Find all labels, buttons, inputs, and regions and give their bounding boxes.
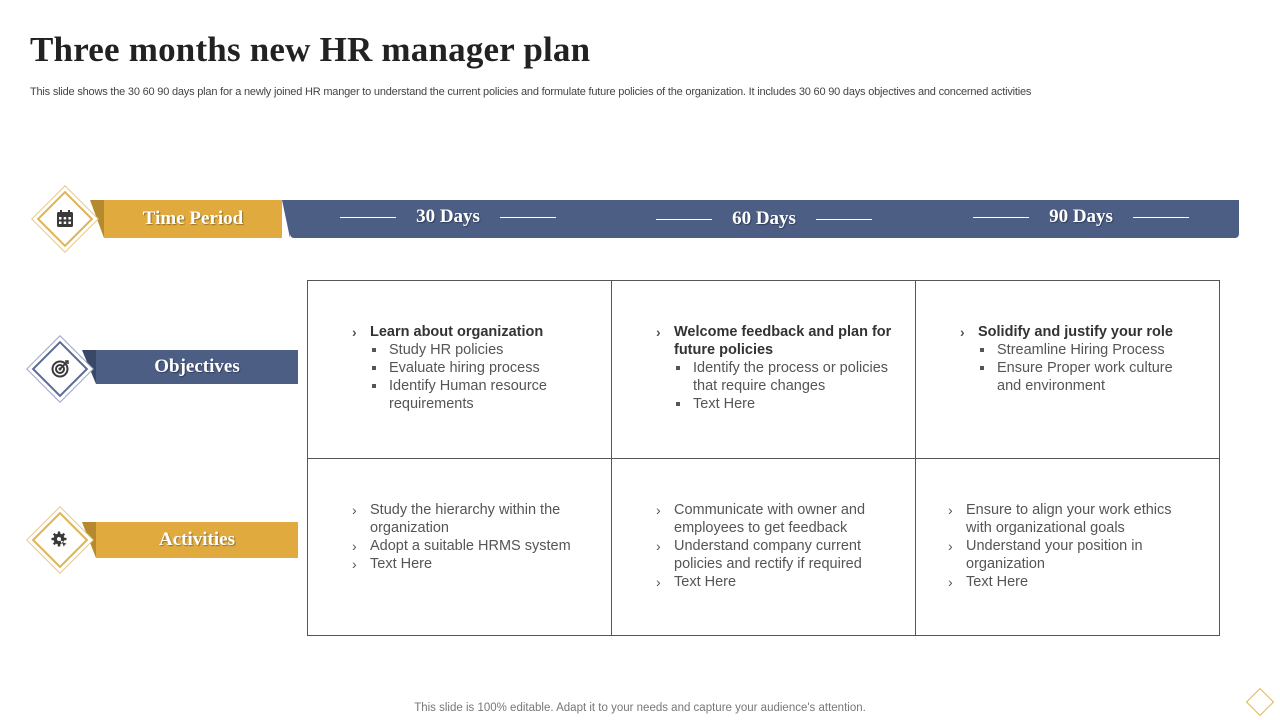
- activity-item: › Communicate with owner and employees to get feedback: [656, 501, 896, 537]
- slide-title: Three months new HR manager plan: [30, 30, 591, 69]
- time-period-badge: [37, 191, 94, 248]
- activity-item: › Text Here: [948, 573, 1198, 591]
- objectives-90-days: [916, 281, 1219, 459]
- activity-item: › Adopt a suitable HRMS system: [352, 537, 592, 555]
- activities-30-days: [308, 459, 612, 635]
- objectives-badge: [32, 341, 89, 398]
- column-header-60: 60 Days: [606, 200, 922, 238]
- objective-item: Study HR policies: [352, 341, 592, 359]
- column-header-90: 90 Days: [923, 198, 1239, 236]
- objective-heading: › Learn about organization: [352, 323, 592, 341]
- objective-heading: › Solidify and justify your role: [960, 323, 1200, 341]
- slide-subtitle: This slide shows the 30 60 90 days plan for a newly joined HR manger to understand the current policies and formulate future policies of the organization. It includes 30 60 90 days objectives and concerned activities: [30, 86, 1032, 98]
- objective-item: Streamline Hiring Process: [960, 341, 1200, 359]
- objective-item: Ensure Proper work culture and environment: [960, 359, 1200, 395]
- activities-90-days: [916, 459, 1219, 635]
- plan-grid: [307, 280, 1220, 636]
- activity-item: › Ensure to align your work ethics with organizational goals: [948, 501, 1198, 537]
- gear-cursor-icon: [50, 530, 70, 550]
- column-header-30: 30 Days: [290, 198, 606, 236]
- activity-item: › Text Here: [352, 555, 592, 573]
- days-header-bar: [290, 200, 1239, 238]
- objective-heading: › Welcome feedback and plan for future policies: [656, 323, 896, 359]
- objective-item: Identify Human resource requirements: [352, 377, 592, 413]
- activity-item: › Text Here: [656, 573, 896, 591]
- objectives-60-days: [612, 281, 916, 459]
- activities-label: Activities: [96, 522, 298, 558]
- activity-item: › Understand company current policies and rectify if required: [656, 537, 896, 573]
- calendar-icon: [55, 209, 75, 229]
- time-period-label: Time Period: [104, 200, 282, 238]
- activities-60-days: [612, 459, 916, 635]
- objective-item: Text Here: [656, 395, 896, 413]
- activities-badge: [32, 512, 89, 569]
- activity-item: › Understand your position in organization: [948, 537, 1198, 573]
- objectives-label: Objectives: [96, 350, 298, 384]
- objectives-30-days: [308, 281, 612, 459]
- target-icon: [50, 359, 70, 379]
- objective-item: Identify the process or policies that require changes: [656, 359, 896, 395]
- objective-item: Evaluate hiring process: [352, 359, 592, 377]
- activity-item: › Study the hierarchy within the organization: [352, 501, 592, 537]
- footer-note: This slide is 100% editable. Adapt it to your needs and capture your audience's attention.: [414, 702, 866, 714]
